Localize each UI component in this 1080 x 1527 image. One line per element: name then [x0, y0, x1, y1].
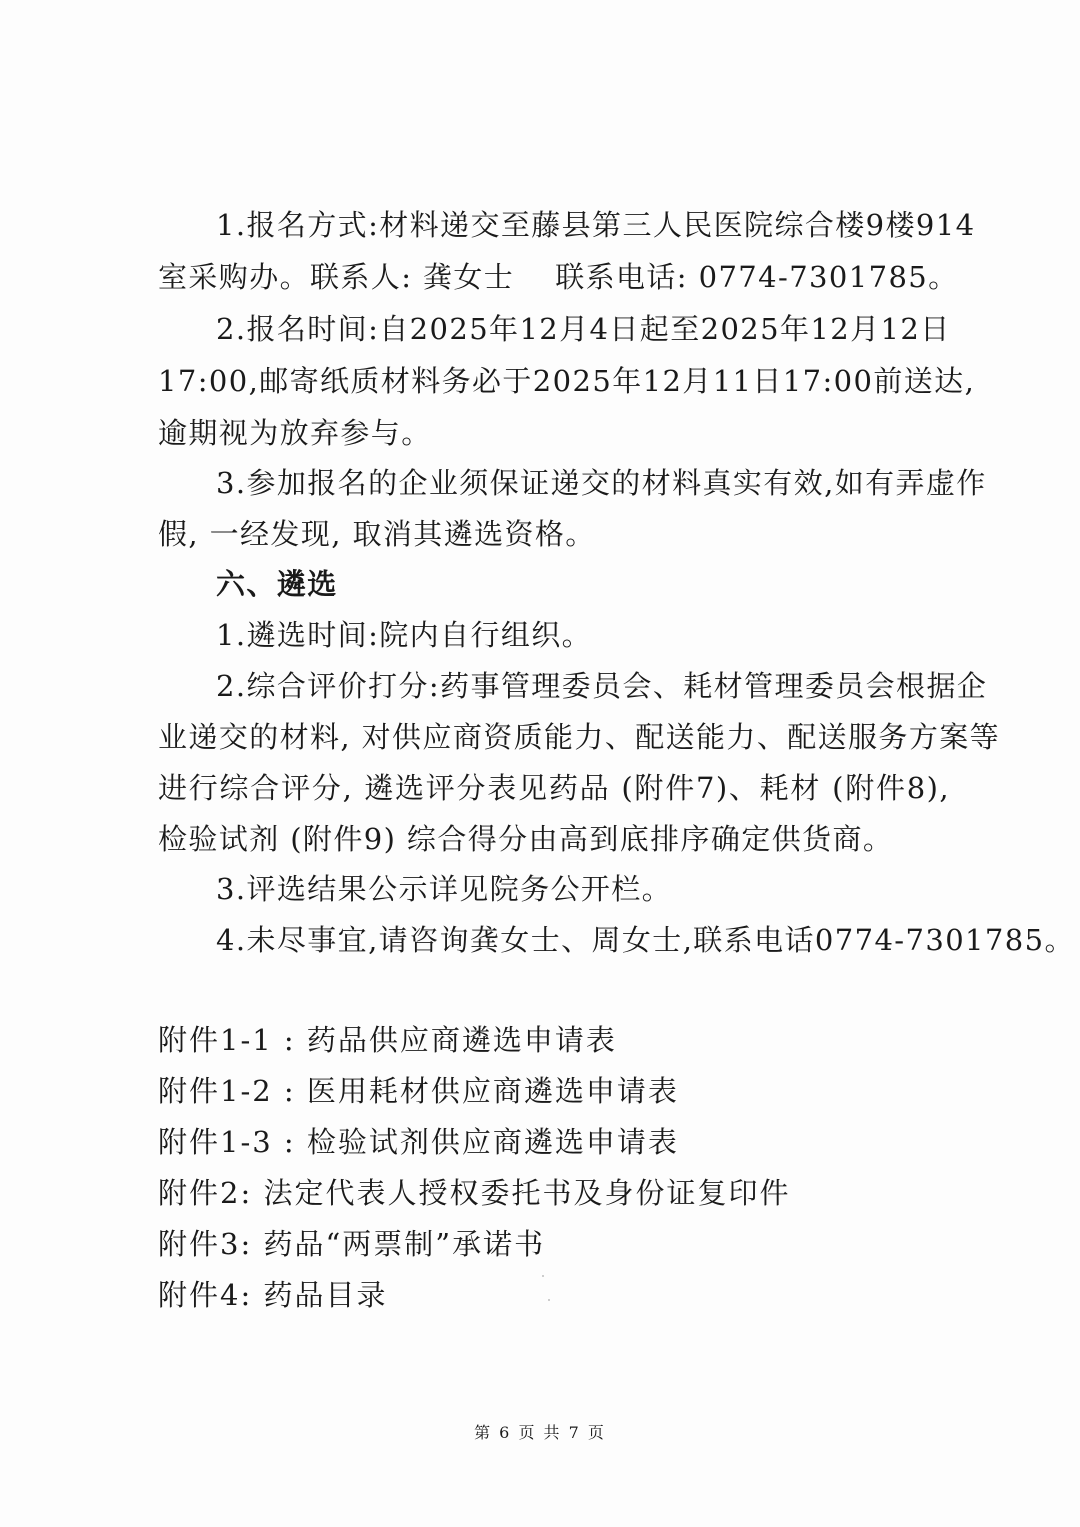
attachment-item: 附件3: 药品“两票制”承诺书 [158, 1227, 546, 1261]
paragraph-line: 17:00,邮寄纸质材料务必于2025年12月11日17:00前送达, [158, 364, 976, 398]
paragraph-line: 3.参加报名的企业须保证递交的材料真实有效,如有弄虚作 [216, 466, 987, 500]
paragraph-line: 1.遴选时间:院内自行组织。 [216, 618, 593, 652]
paragraph-line: 检验试剂 (附件9) 综合得分由高到底排序确定供货商。 [158, 822, 894, 856]
paragraph-line: 4.未尽事宜,请咨询龚女士、周女士,联系电话0774-7301785。 [216, 923, 1075, 957]
paragraph-line: 假, 一经发现, 取消其遴选资格。 [158, 517, 596, 551]
scan-speck [548, 1299, 550, 1301]
paragraph-line: 2.报名时间:自2025年12月4日起至2025年12月12日 [216, 312, 951, 346]
attachment-item: 附件1-2 : 医用耗材供应商遴选申请表 [158, 1074, 679, 1108]
page-number-footer: 第 6 页 共 7 页 [474, 1423, 606, 1442]
attachment-item: 附件4: 药品目录 [158, 1278, 388, 1312]
paragraph-line: 业递交的材料, 对供应商资质能力、配送能力、配送服务方案等 [158, 720, 1001, 754]
paragraph-line: 室采购办。联系人: 龚女士 联系电话: 0774-7301785。 [158, 260, 959, 294]
paragraph-line: 1.报名方式:材料递交至藤县第三人民医院综合楼9楼914 [216, 208, 976, 242]
attachment-item: 附件1-1 : 药品供应商遴选申请表 [158, 1023, 617, 1057]
section-heading: 六、遴选 [216, 567, 338, 601]
attachment-item: 附件1-3 : 检验试剂供应商遴选申请表 [158, 1125, 679, 1159]
paragraph-line: 进行综合评分, 遴选评分表见药品 (附件7)、耗材 (附件8), [158, 771, 950, 805]
paragraph-line: 3.评选结果公示详见院务公开栏。 [216, 872, 673, 906]
paragraph-line: 2.综合评价打分:药事管理委员会、耗材管理委员会根据企 [216, 669, 988, 703]
attachment-item: 附件2: 法定代表人授权委托书及身份证复印件 [158, 1176, 791, 1210]
paragraph-line: 逾期视为放弃参与。 [158, 416, 432, 450]
scan-speck [542, 1275, 544, 1277]
